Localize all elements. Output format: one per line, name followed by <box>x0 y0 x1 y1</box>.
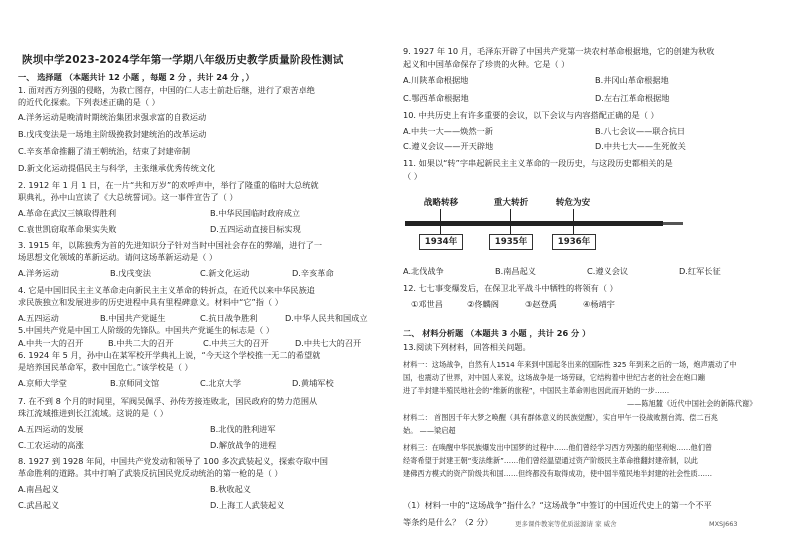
q8-stem: 8. 1927 到 1928 年间，中国共产党发动和领导了 100 多次武装起义，探索夺取中国 <box>18 456 328 466</box>
q8-option-c: C.武昌起义 <box>18 500 60 510</box>
q6-option-d: D.黄埔军校 <box>292 378 334 388</box>
q10-option-c: C.遵义会议——开天辟地 <box>403 141 494 151</box>
page-title: 陕坝中学2023-2024学年第一学期八年级历史教学质量阶段性测试 <box>22 54 344 66</box>
q10-option-d: D.中共七大——生死攸关 <box>595 141 686 151</box>
q12-option-4: ④杨靖宇 <box>583 299 615 309</box>
timeline-tick <box>510 209 511 221</box>
q6-option-b: B.京师同文馆 <box>110 378 160 388</box>
q7-option-c: C.工农运动的高涨 <box>18 440 84 450</box>
material1-line: 国，也震动了世界，对中国人来说，这场战争是一场劳碌，它结构着中世纪古老的社会在炮口蹦 <box>403 373 705 382</box>
q3-option-c: C.新文化运动 <box>200 268 250 278</box>
material3-line: 经寄希望于封建王朝“变法维新”……他们曾经温望通过资产阶级民主革命推翻封建帝制，以此 <box>403 456 698 465</box>
q4-option-b: B.中国共产党诞生 <box>100 313 166 323</box>
material3-line: 材料三：在唤醒中华民族爆发出中国梦的过程中……他们曾经学习西方列强的船坚利炮……他们曾 <box>403 443 713 452</box>
q12-stem: 12. 七七事变爆发后，在保卫北平战斗中牺牲的将领有（ ） <box>403 283 618 293</box>
q10-option-a: A.中共一大——焕然一新 <box>403 126 493 136</box>
q10-option-b: B.八七会议——联合抗日 <box>595 126 686 136</box>
q1-option-b: B.戊戌变法是一场地主阶级挽救封建统治的改革运动 <box>18 129 207 139</box>
q9-option-b: B.井冈山革命根据地 <box>595 75 669 85</box>
q1-stem: 的近代化探索。下列表述正确的是（ ） <box>18 97 160 107</box>
q5-stem: 5.中国共产党是中国工人阶级的先锋队。中国共产党诞生的标志是（ ） <box>18 325 275 335</box>
timeline-figure <box>405 196 785 258</box>
material3-line: 建佛西方模式的资产阶级共和国……但终都没有取得成功，使中国半殖民地半封建的社会性质…… <box>403 469 713 478</box>
q13-part1: 等条约是什么？（2 分） <box>403 517 493 527</box>
timeline-tick <box>440 226 441 234</box>
q1-stem: 1. 面对西方列强的侵略，为救亡图存，中国的仁人志士前赴后继，进行了艰苦卓绝 <box>18 85 315 95</box>
q3-stem: 场思想文化领域的革新运动。请问这场革新运动是（ ） <box>18 252 218 262</box>
timeline-tick <box>510 226 511 234</box>
timeline-label-1: 战略转移 <box>423 198 459 208</box>
q5-option-a: A.中共一大的召开 <box>18 338 84 348</box>
q9-stem: 起义和中国革命保存了珍贵的火种。它是（ ） <box>403 59 570 69</box>
q7-option-b: B.北伐的胜利进军 <box>210 424 276 434</box>
q10-stem: 10. 中共历史上有许多重要的会议，以下会议与内容搭配正确的是（ ） <box>403 110 659 120</box>
timeline-year-1: 1934年 <box>419 234 463 250</box>
q8-option-b: B.秋收起义 <box>210 484 251 494</box>
q8-option-a: A.南昌起义 <box>18 484 59 494</box>
timeline-label-3: 转危为安 <box>555 198 591 208</box>
q6-option-a: A.京师大学堂 <box>18 378 67 388</box>
right-column <box>397 0 794 560</box>
q11-option-c: C.遵义会议 <box>587 266 629 276</box>
q11-option-b: B.南昌起义 <box>495 266 536 276</box>
section1-heading: 一、 选择题 （本题共计 12 小题 ，每题 2 分 ，共计 24 分 ，） <box>18 72 254 82</box>
material1-line: 进了半封建半殖民地社会的“维新的旅程”，中国民主革命则也因此而开始的一步…… <box>403 386 670 395</box>
timeline-label-2: 重大转折 <box>493 198 529 208</box>
q9-option-c: C.鄂西革命根据地 <box>403 93 469 103</box>
q3-option-d: D.辛亥革命 <box>292 268 334 278</box>
q2-option-c: C.袁世凯窃取革命果实失败 <box>18 224 117 234</box>
footer-tag: 更多课件教案等优质滋源请 家 威舍 <box>515 520 617 528</box>
material2-line: 始。 ——梁启超 <box>403 426 456 435</box>
q9-option-d: D.左右江革命根据地 <box>595 93 670 103</box>
q4-stem: 4. 它是中国旧民主主义革命走向新民主主义革命的转折点，在近代以来中华民族追 <box>18 285 315 295</box>
q2-option-d: D.五四运动直接目标实现 <box>210 224 301 234</box>
q1-option-a: A.洋务运动是晚清时期统治集团求强求富的自救运动 <box>18 112 207 122</box>
q11-stem: 11. 如果以“转”字串起新民主主义革命的一段历史，与这段历史都相关的是 <box>403 158 673 168</box>
q3-option-b: B.戊戌变法 <box>110 268 151 278</box>
q7-option-d: D.解放战争的进程 <box>210 440 277 450</box>
q4-option-c: C.抗日战争胜利 <box>200 313 258 323</box>
q9-option-a: A.川陕革命根据地 <box>403 75 469 85</box>
q11-stem: （ ） <box>403 171 422 181</box>
q11-option-d: D.红军长征 <box>679 266 721 276</box>
timeline-bar-tail <box>663 222 683 225</box>
footer-code: MXSJ663 <box>709 520 738 528</box>
timeline-tick <box>573 226 574 234</box>
q2-stem: 职典礼，孙中山宣读了《大总统誓词》。这一事件宣告了（ ） <box>18 192 238 202</box>
timeline-bar <box>405 221 663 226</box>
q4-stem: 求民族独立和发展进步的历史进程中具有里程碑意义。材料中“它”指（ ） <box>18 297 283 307</box>
material1-source: ——陈旭麓《近代中国社会的新陈代谢》 <box>627 399 757 408</box>
q3-stem: 3. 1915 年，以陈独秀为首的先进知识分子针对当时中国社会存在的弊端，进行了一 <box>18 240 323 250</box>
timeline-year-3: 1936年 <box>552 234 596 250</box>
q7-option-a: A.五四运动的发展 <box>18 424 84 434</box>
material2-line: 材料二： 首图因千年大梦之唤醒（具有群体意义的民族觉醒），实自甲午一役战败割台湾、偿二百兆 <box>403 413 718 422</box>
q11-option-a: A.北伐战争 <box>403 266 444 276</box>
q7-stem: 7. 在不到 8 个月的时间里，军阀吴佩孚、孙传芳接连败北，国民政府的势力范围从 <box>18 396 318 406</box>
q6-stem: 6. 1924 年 5 月，孙中山在某军校开学典礼上说，“今天这个学校推一无二的希望就 <box>18 350 321 360</box>
q8-option-d: D.上海工人武装起义 <box>210 500 285 510</box>
section2-heading: 二、 材料分析题 （本题共 3 小题 ，共计 26 分 ） <box>403 328 591 338</box>
timeline-year-2: 1935年 <box>489 234 533 250</box>
material1-line: 材料一：这场战争，自然有人1514 年来到中国起冬出来的国际性 325 年到来之后的一场，炮声震动了中 <box>403 360 737 369</box>
q12-option-2: ②佟麟阁 <box>467 299 499 309</box>
q4-option-a: A.五四运动 <box>18 313 59 323</box>
q3-option-a: A.洋务运动 <box>18 268 59 278</box>
q5-option-c: C.中共三大的召开 <box>203 338 269 348</box>
timeline-tick <box>440 209 441 221</box>
q5-option-d: D.中共七大的召开 <box>295 338 362 348</box>
q2-option-a: A.革命在武汉三镇取得胜利 <box>18 208 117 218</box>
q2-option-b: B.中华民国临时政府成立 <box>210 208 301 218</box>
q6-stem: 是培养国民革命军，救中国危亡。”该学校是（ ） <box>18 362 193 372</box>
q5-option-b: B.中共二大的召开 <box>108 338 174 348</box>
timeline-tick <box>573 209 574 221</box>
q1-option-d: D.新文化运动提倡民主与科学，主张继承优秀传统文化 <box>18 163 216 173</box>
q13-intro: 13.阅读下列材料，回答相关问题。 <box>403 342 531 352</box>
q4-option-d: D.中华人民共和国成立 <box>285 313 368 323</box>
q7-stem: 珠江流域推进到长江流域。这说的是（ ） <box>18 408 168 418</box>
q1-option-c: C.辛亥革命推翻了清王朝统治，结束了封建帝制 <box>18 146 191 156</box>
q13-part1: （1）材料一中的“这场战争”指什么？“这场战争”中签订的中国近代史上的第一个不平 <box>403 500 712 510</box>
q12-option-3: ③赵登禹 <box>525 299 557 309</box>
q6-option-c: C.北京大学 <box>200 378 242 388</box>
q8-stem: 革命胜利的道路。其中打响了武装反抗国民党反动统治的第一枪的是（ ） <box>18 468 283 478</box>
q2-stem: 2. 1912 年 1 月 1 日，在一片“共和万岁”的欢呼声中，举行了隆重的临时大总统就 <box>18 180 319 190</box>
q12-option-1: ①邓世昌 <box>411 299 443 309</box>
q9-stem: 9. 1927 年 10 月，毛泽东开辟了中国共产党第一块农村革命根据地，它的创建为秋收 <box>403 46 715 56</box>
